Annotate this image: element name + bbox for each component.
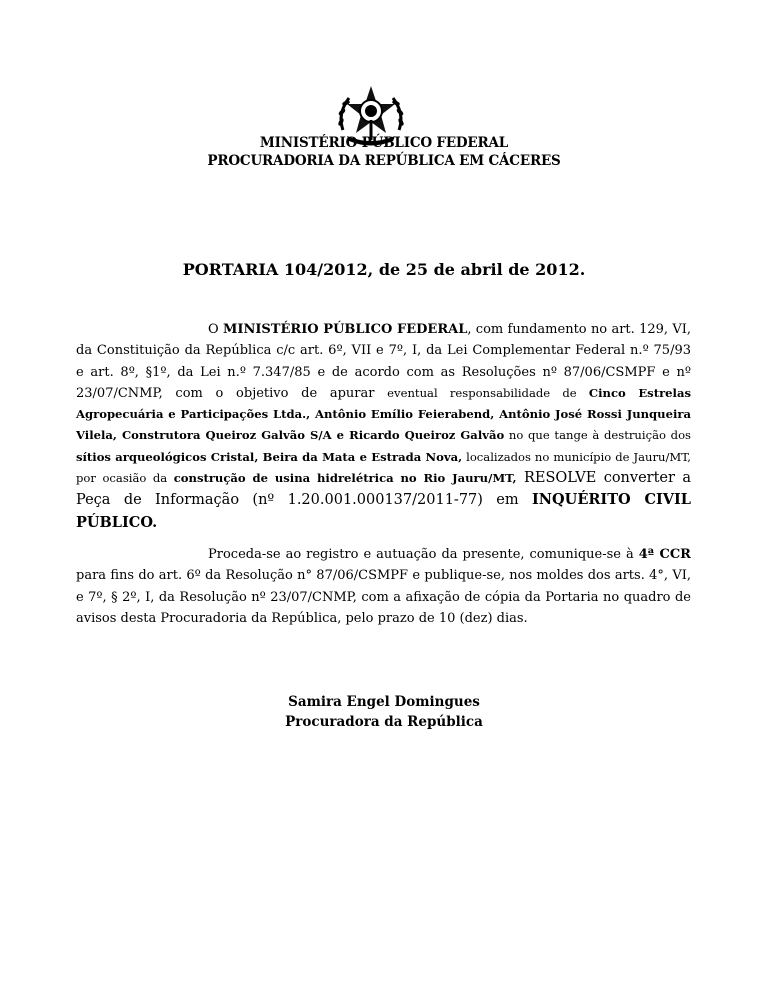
- text-run: eventual responsabilidade de: [387, 385, 589, 400]
- bold-run: 4ª CCR: [638, 547, 691, 562]
- paragraph-procedures: [76, 544, 691, 629]
- text-run: Proceda-se ao registro e autuação da presente, comunique-se à: [208, 547, 639, 562]
- inquiry-type: INQUÉRITO CIVIL PÚBLICO.: [76, 491, 691, 531]
- project-description: construção de usina hidrelétrica no Rio Jauru/MT,: [173, 471, 517, 486]
- bold-run: MINISTÉRIO PÚBLICO FEDERAL: [222, 322, 468, 337]
- text-run: localizados no município de Jauru/MT, por ocasião da: [76, 449, 691, 486]
- institution-name: MINISTÉRIO PÚBLICO FEDERAL: [259, 135, 509, 151]
- text-run: , com fundamento no art. 129, VI, da Constituição da República c/c art. 6º, VII e 7º, I, da Lei Complementar Federal n.º 75/93 e art. 8º, §1º, da Lei n.º 7.347/85 e de acordo com as Resoluções nº 87/06/CSMPF e nº 23/07/CNMP, com o objetivo de apurar: [76, 322, 691, 401]
- text-run: no que tange à destruição dos: [504, 428, 692, 443]
- text-run: RESOLVE converter a Peça de Informação (nº 1.20.001.000137/2011-77) em: [76, 470, 691, 509]
- signatory-role: Procuradora da República: [285, 714, 483, 730]
- document-header: [0, 134, 768, 170]
- parties-list: Cinco Estrelas Agropecuária e Participações Ltda., Antônio Emílio Feierabend, Antônio José Rossi Junqueira Vilela, Construtora Queiroz Galvão S/A e Ricardo Queiroz Galvão: [76, 385, 691, 443]
- paragraph-resolution: [76, 319, 691, 534]
- sites-list: sítios arqueológicos Cristal, Beira da Mata e Estrada Nova,: [76, 449, 463, 464]
- signatory-name: Samira Engel Domingues: [288, 694, 480, 710]
- signature-block: [0, 692, 768, 732]
- document-title: PORTARIA 104/2012, de 25 de abril de 2012.: [182, 260, 586, 279]
- text-run: O: [208, 322, 223, 337]
- office-name: PROCURADORIA DA REPÚBLICA EM CÁCERES: [207, 153, 561, 169]
- text-run: para fins do art. 6º da Resolução n° 87/06/CSMPF e publique-se, nos moldes dos arts. 4°, VI, e 7º, § 2º, I, da Resolução nº 23/07/CNMP, com a afixação de cópia da Portaria no quadro de avisos desta Procuradoria da República, pelo prazo de 10 (dez) dias.: [76, 568, 691, 626]
